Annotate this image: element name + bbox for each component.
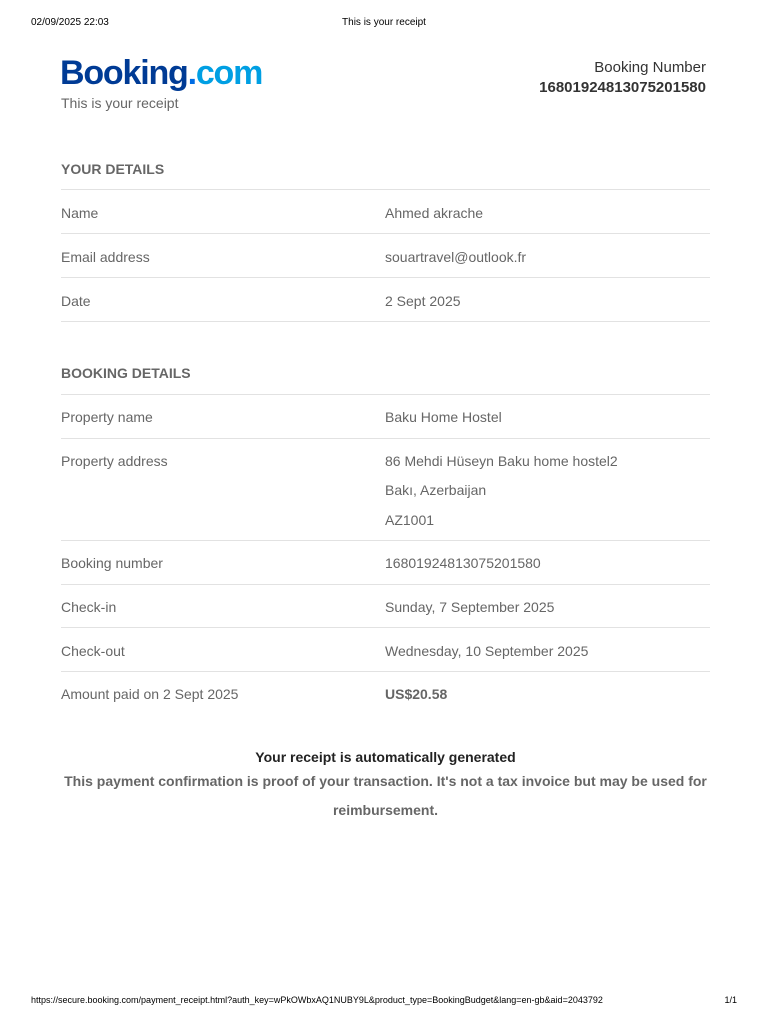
logo-text-com: com bbox=[195, 54, 263, 92]
booking-number-value: 16801924813075201580 bbox=[539, 79, 706, 96]
divider bbox=[61, 277, 710, 278]
property-name-label: Property name bbox=[61, 409, 153, 425]
divider bbox=[61, 233, 710, 234]
date-value: 2 Sept 2025 bbox=[385, 293, 461, 309]
divider bbox=[61, 438, 710, 439]
divider bbox=[61, 321, 710, 322]
print-header bbox=[31, 17, 737, 31]
print-url: https://secure.booking.com/payment_receipt.html?auth_key=wPkOWbxAQ1NUBY9L&product_type=BookingBudget&lang=en-gb&aid=2043792 bbox=[31, 995, 603, 1005]
divider bbox=[61, 189, 710, 190]
amount-paid-label: Amount paid on 2 Sept 2025 bbox=[61, 686, 239, 702]
divider bbox=[61, 627, 710, 628]
divider bbox=[61, 584, 710, 585]
checkin-label: Check-in bbox=[61, 599, 117, 615]
property-address-label: Property address bbox=[61, 453, 168, 469]
checkout-value: Wednesday, 10 September 2025 bbox=[385, 643, 589, 659]
name-value: Ahmed akrache bbox=[385, 205, 484, 221]
property-name-value: Baku Home Hostel bbox=[385, 409, 502, 425]
email-label: Email address bbox=[61, 249, 150, 265]
receipt-note-body: This payment confirmation is proof of your transaction. It's not a tax invoice but may be used for reimbursement. bbox=[64, 773, 707, 818]
logo-text-booking: Booking bbox=[60, 54, 188, 92]
property-address-line-3: AZ1001 bbox=[385, 512, 435, 528]
property-address-line-1: 86 Mehdi Hüseyn Baku home hostel2 bbox=[385, 453, 618, 469]
date-label: Date bbox=[61, 293, 91, 309]
logo-text-dot: . bbox=[187, 54, 196, 92]
booking-logo bbox=[60, 53, 262, 93]
print-title: This is your receipt bbox=[342, 17, 426, 28]
divider bbox=[61, 394, 710, 395]
checkin-value: Sunday, 7 September 2025 bbox=[385, 599, 555, 615]
receipt-subtitle: This is your receipt bbox=[61, 95, 179, 111]
receipt-note-heading: Your receipt is automatically generated bbox=[255, 749, 516, 765]
property-address-line-2: Bakı, Azerbaijan bbox=[385, 482, 487, 498]
divider bbox=[61, 671, 710, 672]
booking-number-row-value: 16801924813075201580 bbox=[385, 555, 541, 571]
your-details-title: YOUR DETAILS bbox=[61, 161, 165, 177]
print-page-number: 1/1 bbox=[724, 995, 737, 1005]
print-date: 02/09/2025 22:03 bbox=[31, 17, 109, 28]
name-label: Name bbox=[61, 205, 99, 221]
amount-paid-value: US$20.58 bbox=[385, 686, 448, 702]
booking-number-row-label: Booking number bbox=[61, 555, 163, 571]
checkout-label: Check-out bbox=[61, 643, 125, 659]
booking-details-title: BOOKING DETAILS bbox=[61, 365, 191, 381]
email-value: souartravel@outlook.fr bbox=[385, 249, 527, 265]
divider bbox=[61, 540, 710, 541]
receipt-note bbox=[61, 749, 710, 825]
print-footer bbox=[31, 995, 737, 1009]
booking-number-label: Booking Number bbox=[594, 59, 706, 76]
